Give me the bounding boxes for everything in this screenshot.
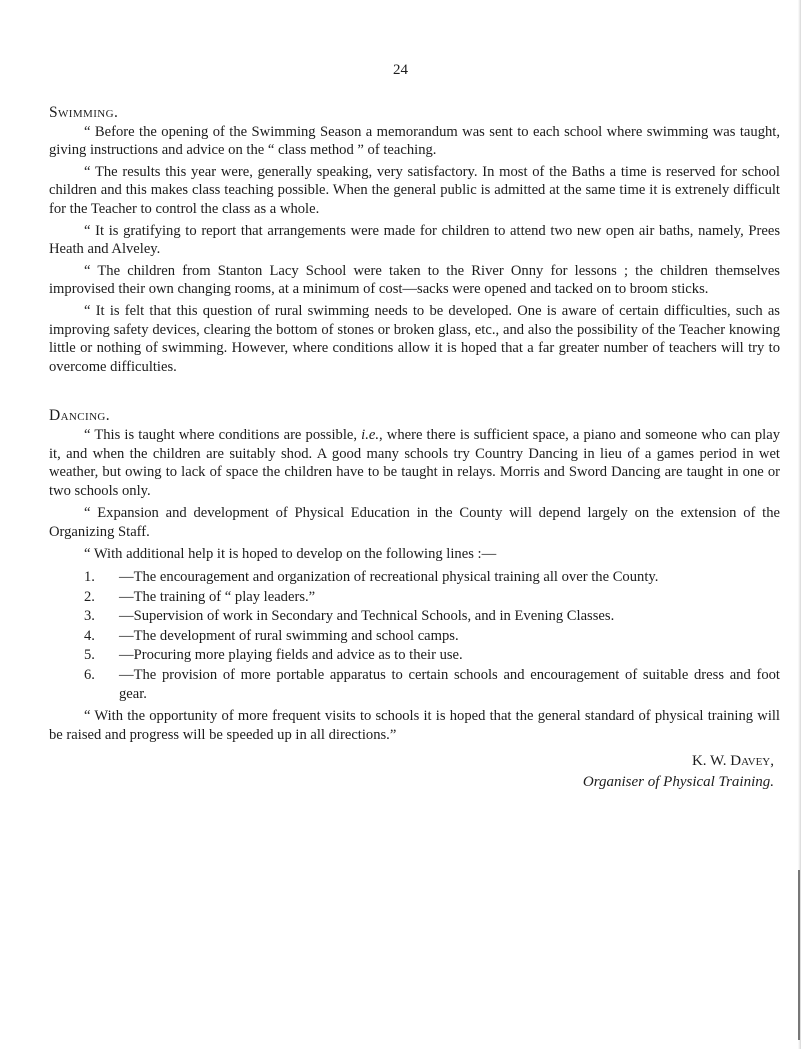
- list-item: [84, 607, 780, 626]
- dancing-p1-text-a: “ This is taught where conditions are possible,: [84, 426, 362, 443]
- signature-surname: Davey,: [730, 753, 774, 770]
- list-item-number: 3.: [84, 608, 95, 625]
- list-item: [84, 666, 780, 703]
- page-edge-mark: [798, 870, 800, 1040]
- list-item-text: —The provision of more portable apparatus to certain schools and encouragement of suitable dress and foot gear.: [119, 667, 780, 702]
- list-item-number: 6.: [84, 667, 95, 684]
- signature-name: [49, 752, 774, 771]
- signature-initials: K. W.: [691, 753, 731, 770]
- list-item: [84, 588, 780, 607]
- list-item-number: 1.: [84, 569, 95, 586]
- swimming-paragraph-2: “ The results this year were, generally speaking, very satisfactory. In most of the Baths a time is reserved for school children and this makes class teaching possible. When the general public is admitted at the same time it is extrenely difficult for the Teacher to control the class as a whole.: [49, 163, 780, 217]
- list-item: [84, 568, 780, 587]
- swimming-heading: Swimming.: [49, 104, 119, 121]
- dancing-paragraph-2: “ Expansion and development of Physical Education in the County will depend largely on the extension of the Organizing Staff.: [49, 505, 780, 540]
- document-body: [49, 104, 780, 792]
- list-item-text: —The development of rural swimming and school camps.: [119, 627, 459, 644]
- list-item-text: —The training of “ play leaders.”: [119, 588, 316, 605]
- swimming-paragraph-5: “ It is felt that this question of rural swimming needs to be developed. One is aware of certain difficulties, such as improving safety devices, clearing the bottom of stones or broken glass, etc., and also the possibility of the Teacher knowing little or nothing of swimming. However, where conditions allow it is hoped that a far greater number of teachers will try to overcome difficulties.: [49, 302, 780, 375]
- list-item-text: —The encouragement and organization of recreational physical training all over the County.: [119, 569, 659, 586]
- dancing-section: [49, 407, 780, 744]
- page-number: 24: [393, 62, 408, 78]
- signature-title: Organiser of Physical Training.: [582, 774, 774, 790]
- dancing-paragraph-1: [49, 426, 780, 500]
- dancing-p1-text-b: , where there is sufficient space, a piano and someone who can play it, and when the children are suitably shod. A good many schools try Country Dancing in lieu of a games period in wet weather, but owing to lack of space the children have to be taught in relays. Morris and Sword Dancing are taught in one or two schools only.: [49, 426, 780, 499]
- swimming-section: [49, 104, 780, 376]
- swimming-paragraph-4: “ The children from Stanton Lacy School were taken to the River Onny for lessons ; the children themselves improvised their own changing rooms, at a minimum of cost—sacks were opened and tacked on to broom sticks.: [49, 262, 780, 298]
- list-item: [84, 646, 780, 665]
- list-item-text: —Supervision of work in Secondary and Technical Schools, and in Evening Classes.: [119, 608, 615, 625]
- dancing-heading: Dancing.: [49, 407, 111, 425]
- list-item-number: 2.: [84, 588, 95, 605]
- swimming-paragraph-1: “ Before the opening of the Swimming Season a memorandum was sent to each school where swimming was taught, giving instructions and advice on the “ class method ” of teaching.: [49, 123, 780, 159]
- list-item-number: 5.: [84, 647, 95, 664]
- dancing-p1-italic: i.e.: [361, 426, 379, 443]
- list-item-number: 4.: [84, 627, 95, 644]
- dancing-paragraph-3: “ With additional help it is hoped to develop on the following lines :—: [84, 546, 497, 563]
- swimming-paragraph-3: “ It is gratifying to report that arrangements were made for children to attend two new open air baths, namely, Prees Heath and Alveley.: [49, 222, 780, 258]
- signature-block: [49, 752, 780, 791]
- list-item-text: —Procuring more playing fields and advice as to their use.: [119, 647, 463, 664]
- list-item: [84, 627, 780, 646]
- development-lines-list: [49, 568, 780, 703]
- dancing-closing-paragraph: “ With the opportunity of more frequent visits to schools it is hoped that the general standard of physical training will be raised and progress will be speeded up in all directions.”: [49, 708, 780, 743]
